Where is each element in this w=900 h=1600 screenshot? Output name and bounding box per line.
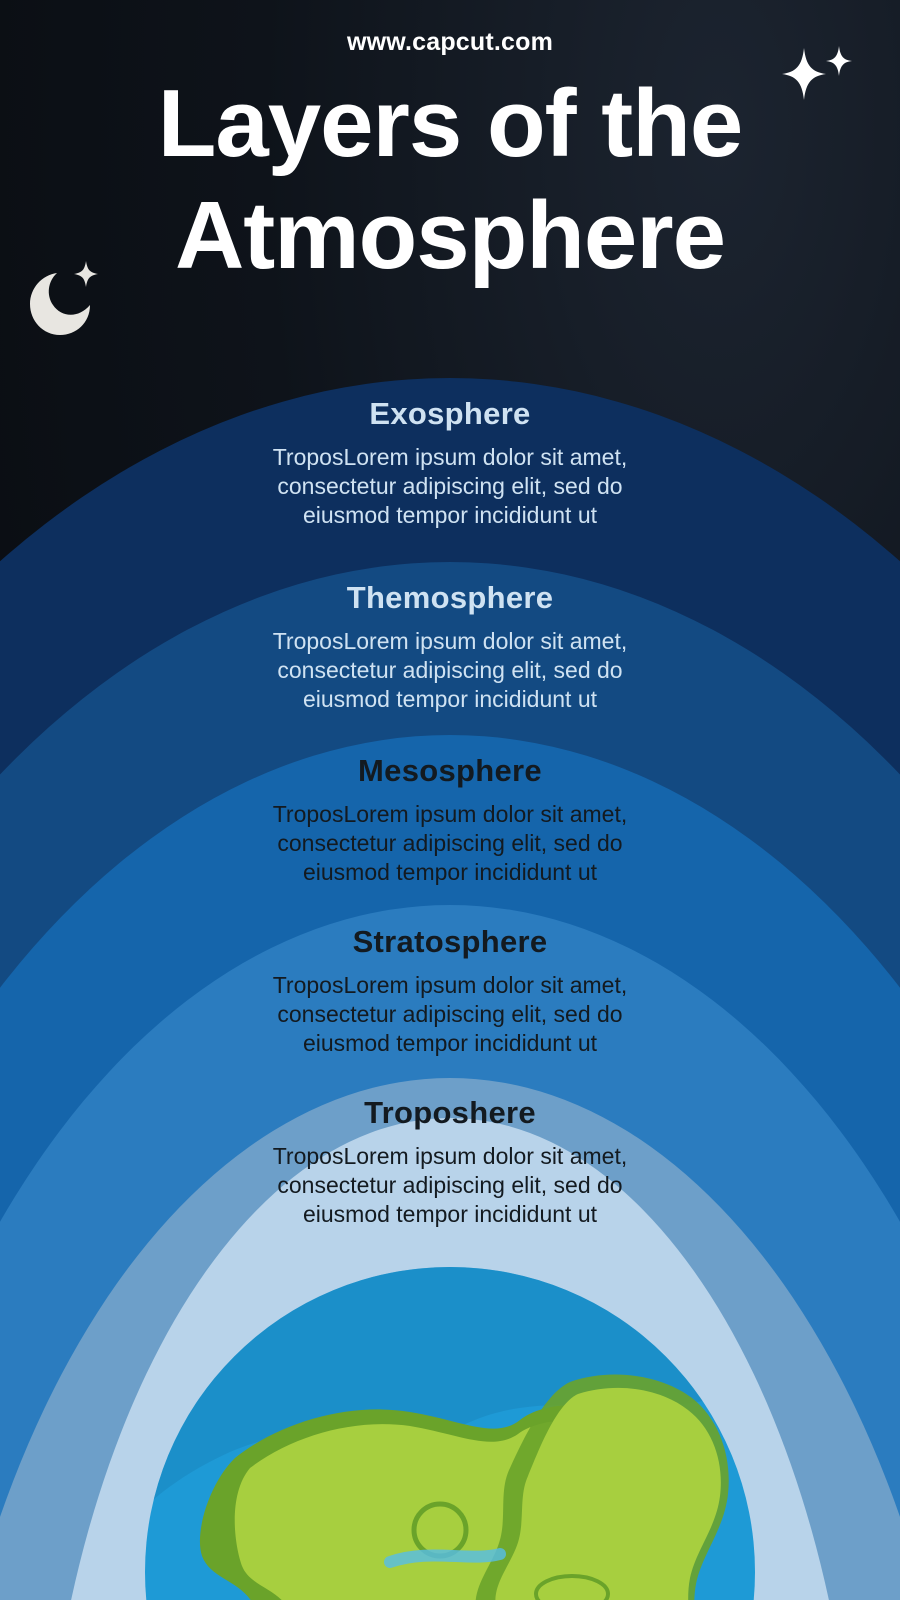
layer-description-line: consectetur adipiscing elit, sed do (277, 830, 623, 856)
layer-description-line: TroposLorem ipsum dolor sit amet, (272, 1143, 628, 1169)
layer-description-line: eiusmod tempor incididunt ut (302, 1030, 598, 1056)
layer-exosphere (0, 396, 900, 530)
layer-troposphere (0, 1095, 900, 1229)
sparkle-icon (782, 48, 826, 100)
layer-mesosphere (0, 753, 900, 887)
layer-description (0, 627, 900, 714)
earth-globe-illustration (140, 1262, 760, 1600)
page-title (0, 68, 900, 292)
layer-description (0, 800, 900, 887)
layer-description-line: consectetur adipiscing elit, sed do (277, 657, 623, 683)
earth-globe-icon (140, 1262, 760, 1600)
layer-title: Troposhere (364, 1095, 536, 1130)
layer-description (0, 443, 900, 530)
layer-description-line: eiusmod tempor incididunt ut (302, 859, 598, 885)
layer-title: Themosphere (346, 580, 554, 615)
page-title-line-2: Atmosphere (174, 182, 726, 289)
layer-description (0, 1142, 900, 1229)
layer-description-line: TroposLorem ipsum dolor sit amet, (272, 972, 628, 998)
layer-description-line: consectetur adipiscing elit, sed do (277, 473, 623, 499)
layer-description-line: consectetur adipiscing elit, sed do (277, 1172, 623, 1198)
site-url: www.capcut.com (346, 28, 554, 56)
layer-description-line: eiusmod tempor incididunt ut (302, 1201, 598, 1227)
layer-stratosphere (0, 924, 900, 1058)
layer-description-line: consectetur adipiscing elit, sed do (277, 1001, 623, 1027)
layer-description-line: TroposLorem ipsum dolor sit amet, (272, 628, 628, 654)
layer-title: Exosphere (369, 396, 531, 431)
layer-thermosphere (0, 580, 900, 714)
layer-title: Mesosphere (358, 753, 542, 788)
layer-description-line: eiusmod tempor incididunt ut (302, 686, 598, 712)
sparkle-icon (826, 46, 852, 76)
crescent-moon-icon (28, 255, 106, 337)
page-title-line-1: Layers of the (157, 70, 743, 177)
layer-description-line: eiusmod tempor incididunt ut (302, 502, 598, 528)
layer-description-line: TroposLorem ipsum dolor sit amet, (272, 801, 628, 827)
layer-description (0, 971, 900, 1058)
layer-description-line: TroposLorem ipsum dolor sit amet, (272, 444, 628, 470)
layer-title: Stratosphere (352, 924, 548, 959)
